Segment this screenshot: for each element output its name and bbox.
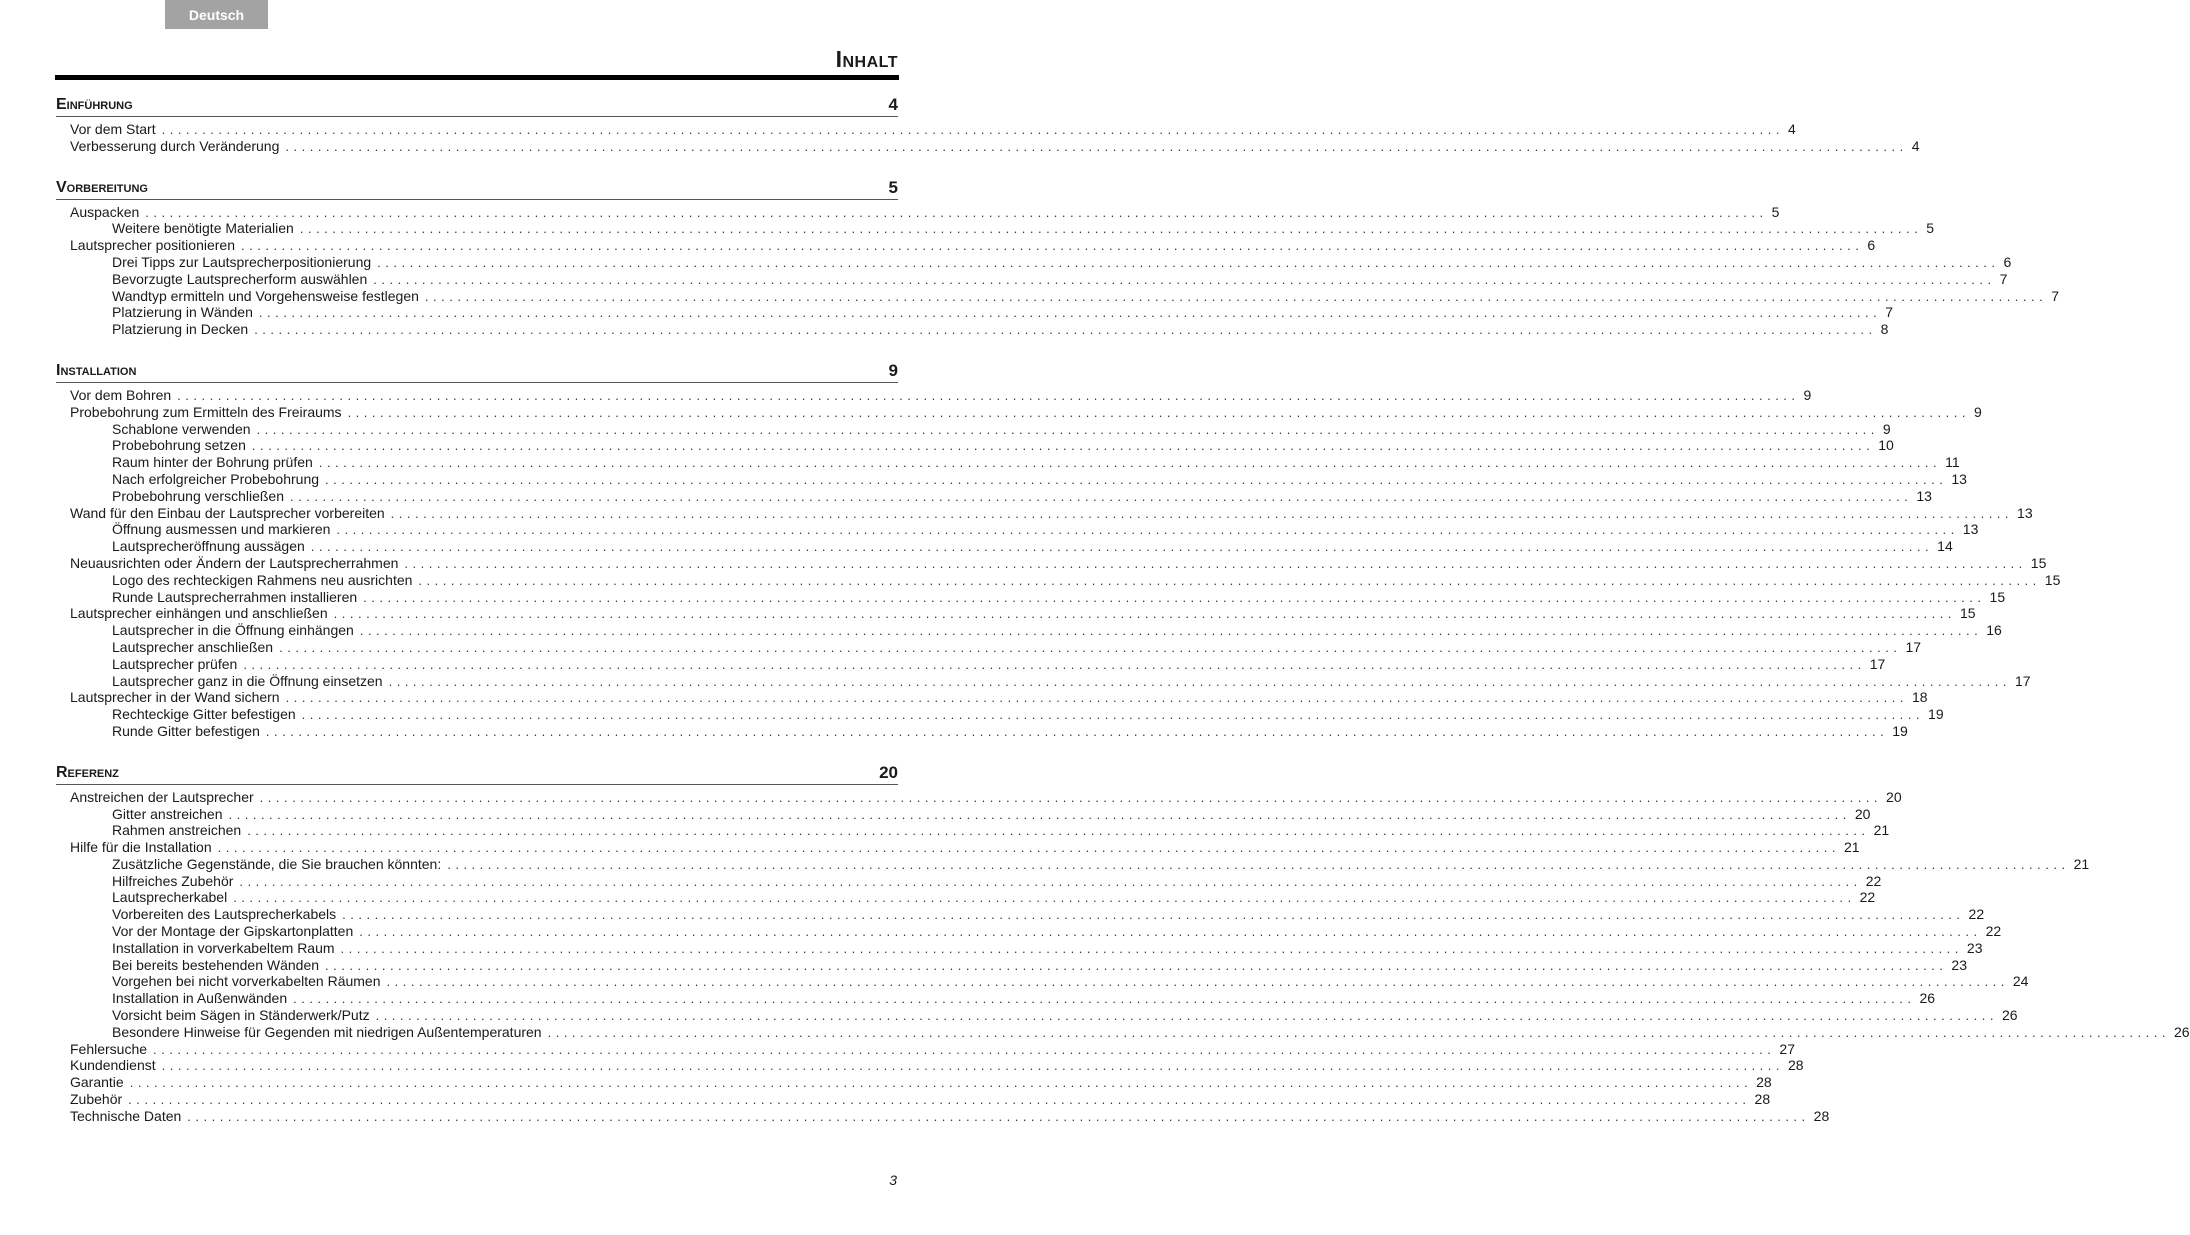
toc-section-page: 9 xyxy=(888,360,898,380)
dot-leader: ........................................................................................................................................................................................................ xyxy=(161,122,1784,137)
toc-entry[interactable] xyxy=(56,386,1812,404)
toc-entry[interactable] xyxy=(56,622,2002,639)
toc-entry[interactable] xyxy=(56,538,1953,555)
toc-entry-page: 5 xyxy=(1771,203,1780,220)
toc-entry-title: Vorsicht beim Sägen in Ständerwerk/Putz xyxy=(112,1007,370,1024)
toc-entry-page: 13 xyxy=(2017,504,2033,521)
toc-entry[interactable] xyxy=(56,1057,1804,1074)
toc-entry[interactable] xyxy=(56,121,1796,138)
dot-leader: ........................................................................................................................................................................................................ xyxy=(241,238,1864,254)
toc-entry-title: Kundendienst xyxy=(70,1057,156,1074)
toc-section-title: Vorbereitung xyxy=(56,178,148,196)
toc-entry[interactable] xyxy=(56,521,1979,538)
toc-entry-page: 18 xyxy=(1911,689,1928,706)
toc-entry-title: Drei Tipps zur Lautsprecherpositionierung xyxy=(112,253,372,270)
language-tab[interactable]: Deutsch xyxy=(165,0,268,29)
dot-leader: ........................................................................................................................................................................................................ xyxy=(447,856,2070,872)
dot-leader: ........................................................................................................................................................................................................ xyxy=(293,991,1916,1007)
toc-entry[interactable] xyxy=(56,321,1889,338)
toc-entry-title: Probebohrung zum Ermitteln des Freiraums xyxy=(70,403,342,420)
dot-leader: ........................................................................................................................................................................................................ xyxy=(325,471,1948,487)
toc-entry-title: Raum hinter der Bohrung prüfen xyxy=(112,454,313,471)
toc-entry[interactable] xyxy=(56,437,1894,454)
dot-leader: ........................................................................................................................................................................................................ xyxy=(279,639,1902,655)
dot-leader: ........................................................................................................................................................................................................ xyxy=(318,455,1942,471)
toc-entry-title: Nach erfolgreicher Probebohrung xyxy=(112,470,320,487)
toc-entry[interactable] xyxy=(56,203,1780,221)
toc-entry[interactable] xyxy=(56,571,2061,589)
toc-entry-title: Vor dem Start xyxy=(70,121,156,137)
toc-entry-title: Bei bereits bestehenden Wänden xyxy=(112,956,320,973)
dot-leader: ........................................................................................................................................................................................................ xyxy=(129,1075,1753,1091)
toc-entry-title: Vor dem Bohren xyxy=(70,386,172,403)
dot-leader: ........................................................................................................................................................................................................ xyxy=(285,690,1908,706)
toc-entry-page: 28 xyxy=(1788,1057,1804,1074)
toc-entry[interactable] xyxy=(56,554,2047,572)
toc-entry-title: Technische Daten xyxy=(70,1107,182,1124)
toc-section-heading[interactable] xyxy=(56,92,898,117)
dot-leader: ........................................................................................................................................................................................................ xyxy=(386,974,2009,990)
toc-entry-title: Probebohrung verschließen xyxy=(112,487,284,504)
page-title: Inhalt xyxy=(835,46,898,72)
toc-entry[interactable] xyxy=(56,605,1976,622)
dot-leader: ........................................................................................................................................................................................................ xyxy=(228,806,1851,822)
toc-entry[interactable] xyxy=(56,872,1882,890)
toc-entry-page: 26 xyxy=(2173,1023,2190,1040)
toc-entry-page: 4 xyxy=(1787,121,1796,137)
dot-leader: ........................................................................................................................................................................................................ xyxy=(336,522,1959,538)
toc-entry-title: Logo des rechteckigen Rahmens neu ausrichten xyxy=(112,571,413,588)
toc-entry-title: Runde Lautsprecherrahmen installieren xyxy=(112,588,358,605)
dot-leader: ........................................................................................................................................................................................................ xyxy=(424,288,2048,304)
dot-leader: ........................................................................................................................................................................................................ xyxy=(259,789,1883,805)
toc-entry[interactable] xyxy=(56,822,1890,839)
dot-leader: ........................................................................................................................................................................................................ xyxy=(373,271,1996,287)
toc-entry-page: 22 xyxy=(1859,889,1876,906)
toc-entry-page: 9 xyxy=(1973,403,1982,420)
toc-entry-page: 7 xyxy=(2051,287,2060,304)
dot-leader: ........................................................................................................................................................................................................ xyxy=(177,387,1800,403)
toc-entry-page: 7 xyxy=(1885,304,1894,321)
toc-entry-title: Lautsprecher in die Öffnung einhängen xyxy=(112,622,354,639)
toc-entry-page: 6 xyxy=(2003,253,2012,270)
toc-entry-title: Lautsprecheröffnung aussägen xyxy=(112,538,305,555)
dot-leader: ........................................................................................................................................................................................................ xyxy=(258,305,1882,321)
toc-entry[interactable] xyxy=(56,454,1960,471)
toc-entry-page: 6 xyxy=(1867,237,1876,254)
toc-entry-page: 16 xyxy=(1986,622,2002,639)
toc-section-heading[interactable] xyxy=(56,358,898,383)
toc-entry-title: Lautsprecher einhängen und anschließen xyxy=(70,605,328,622)
toc-entry-page: 22 xyxy=(1865,872,1882,889)
dot-leader: ........................................................................................................................................................................................................ xyxy=(243,656,1866,672)
dot-leader: ........................................................................................................................................................................................................ xyxy=(145,204,1768,220)
toc-entry-title: Lautsprecher ganz in die Öffnung einsetzen xyxy=(112,672,383,689)
toc-entry-page: 15 xyxy=(1989,588,2006,605)
toc-entry-title: Auspacken xyxy=(70,203,140,220)
toc-entry-title: Platzierung in Decken xyxy=(112,321,249,338)
dot-leader: ........................................................................................................................................................................................................ xyxy=(187,1108,1810,1124)
toc-entry-title: Lautsprecher prüfen xyxy=(112,655,238,672)
toc-section-page: 4 xyxy=(888,95,898,114)
dot-leader: ........................................................................................................................................................................................................ xyxy=(301,707,1925,723)
toc-entry-page: 15 xyxy=(1960,605,1976,622)
toc-entry[interactable] xyxy=(56,655,1886,673)
toc-entry-page: 8 xyxy=(1880,321,1889,338)
toc-entry[interactable] xyxy=(56,237,1876,254)
toc-entry[interactable] xyxy=(56,906,1985,923)
toc-section xyxy=(56,175,2060,338)
toc-entry-title: Neuausrichten oder Ändern der Lautsprecherrahmen xyxy=(70,554,399,571)
toc-entry-title: Hilfreiches Zubehör xyxy=(112,872,234,889)
toc-entry[interactable] xyxy=(56,839,1860,856)
toc-entry[interactable] xyxy=(56,1074,1772,1091)
toc-entry-title: Wandtyp ermitteln und Vorgehensweise festlegen xyxy=(112,287,419,304)
toc-section-title: Installation xyxy=(56,361,137,379)
toc-entry-page: 23 xyxy=(1951,956,1967,973)
toc-entry-page: 28 xyxy=(1754,1091,1771,1108)
toc-entry-title: Lautsprecherkabel xyxy=(112,889,228,906)
toc-entry-title: Installation in Außenwänden xyxy=(112,990,288,1007)
toc-entry-title: Öffnung ausmessen und markieren xyxy=(112,521,331,538)
toc-entry-title: Platzierung in Wänden xyxy=(112,304,253,321)
dot-leader: ........................................................................................................................................................................................................ xyxy=(363,589,1986,605)
dot-leader: ........................................................................................................................................................................................................ xyxy=(153,1041,1776,1057)
toc-entry[interactable] xyxy=(56,1023,2190,1041)
dot-leader: ........................................................................................................................................................................................................ xyxy=(247,823,1870,839)
toc-entry[interactable] xyxy=(56,1091,1771,1108)
toc-section xyxy=(56,358,2061,740)
toc-entry-title: Besondere Hinweise für Gegenden mit niedrigen Außentemperaturen xyxy=(112,1023,542,1040)
dot-leader: ........................................................................................................................................................................................................ xyxy=(418,572,2041,588)
toc-entry-page: 27 xyxy=(1779,1040,1795,1057)
toc-entry[interactable] xyxy=(56,220,1935,237)
toc-entry[interactable] xyxy=(56,304,1894,321)
toc-entry-title: Lautsprecher positionieren xyxy=(70,237,235,254)
dot-leader: ........................................................................................................................................................................................................ xyxy=(285,138,1908,154)
toc-entry-page: 4 xyxy=(1911,137,1920,154)
dot-leader: ........................................................................................................................................................................................................ xyxy=(342,907,1965,923)
toc-entry[interactable] xyxy=(56,788,1902,806)
toc-section-title: Einführung xyxy=(56,96,133,113)
toc-entry[interactable] xyxy=(56,990,1936,1007)
dot-leader: ........................................................................................................................................................................................................ xyxy=(359,924,1982,940)
toc-entry[interactable] xyxy=(56,1107,1830,1125)
toc-entry[interactable] xyxy=(56,889,1876,906)
dot-leader: ........................................................................................................................................................................................................ xyxy=(254,322,1877,338)
toc-entry-page: 20 xyxy=(1854,805,1871,822)
toc-entry-title: Schablone verwenden xyxy=(112,420,251,437)
toc-entry-page: 19 xyxy=(1928,706,1944,723)
toc-entry-page: 20 xyxy=(1886,788,1902,805)
toc-entry-title: Vorbereiten des Lautsprecherkabels xyxy=(112,906,337,923)
toc-entry-page: 11 xyxy=(1945,454,1960,471)
toc-entry[interactable] xyxy=(56,939,1983,957)
dot-leader: ........................................................................................................................................................................................................ xyxy=(388,673,2011,689)
toc-entry[interactable] xyxy=(56,287,2060,305)
toc-entry-page: 9 xyxy=(1882,420,1891,437)
toc-entry[interactable] xyxy=(56,1040,1795,1058)
toc-entry-page: 19 xyxy=(1892,722,1908,739)
toc-entry-page: 17 xyxy=(1869,655,1886,672)
toc-entry[interactable] xyxy=(56,504,2033,522)
toc-entry-page: 22 xyxy=(1985,923,2002,940)
toc-entry-page: 9 xyxy=(1803,386,1812,403)
dot-leader: ........................................................................................................................................................................................................ xyxy=(265,723,1889,739)
toc-entry-page: 22 xyxy=(1968,906,1985,923)
toc-entry-title: Vorgehen bei nicht vorverkabelten Räumen xyxy=(112,973,381,990)
toc-entry-page: 24 xyxy=(2012,973,2029,990)
toc-entry-page: 5 xyxy=(1926,220,1935,237)
dot-leader: ........................................................................................................................................................................................................ xyxy=(233,890,1856,906)
toc-entry[interactable] xyxy=(56,722,1908,740)
dot-leader: ........................................................................................................................................................................................................ xyxy=(333,606,1957,622)
title-rule xyxy=(55,75,899,80)
toc-entry-page: 21 xyxy=(1873,822,1890,839)
toc-entry[interactable] xyxy=(56,923,2002,940)
toc-section xyxy=(56,92,1920,155)
table-of-contents xyxy=(56,92,2190,1145)
toc-entry-page: 26 xyxy=(1919,990,1936,1007)
toc-entry-title: Zubehör xyxy=(70,1091,123,1108)
toc-entry[interactable] xyxy=(56,403,1982,421)
toc-entry-page: 10 xyxy=(1878,437,1894,454)
toc-entry[interactable] xyxy=(56,689,1928,706)
toc-entry-title: Garantie xyxy=(70,1074,124,1091)
toc-entry-page: 28 xyxy=(1756,1074,1772,1091)
dot-leader: ........................................................................................................................................................................................................ xyxy=(251,438,1875,454)
toc-section-page: 20 xyxy=(879,762,898,782)
dot-leader: ........................................................................................................................................................................................................ xyxy=(290,488,1913,504)
toc-entry[interactable] xyxy=(56,420,1891,438)
toc-entry-page: 13 xyxy=(1962,521,1979,538)
dot-leader: ........................................................................................................................................................................................................ xyxy=(161,1058,1785,1074)
toc-entry-title: Rahmen anstreichen xyxy=(112,822,242,839)
toc-entry[interactable] xyxy=(56,956,1967,974)
dot-leader: ........................................................................................................................................................................................................ xyxy=(239,873,1862,889)
toc-entry[interactable] xyxy=(56,137,1920,155)
toc-entry[interactable] xyxy=(56,805,1871,823)
toc-entry-page: 21 xyxy=(2073,855,2090,872)
toc-entry-title: Wand für den Einbau der Lautsprecher vorbereiten xyxy=(70,504,385,521)
toc-entry[interactable] xyxy=(56,270,2008,288)
toc-entry-title: Bevorzugte Lautsprecherform auswählen xyxy=(112,270,368,287)
toc-entry-title: Weitere benötigte Materialien xyxy=(112,220,294,237)
toc-entry-page: 26 xyxy=(2001,1007,2018,1024)
page-number: 3 xyxy=(889,1172,897,1188)
toc-entry-title: Hilfe für die Installation xyxy=(70,839,212,856)
dot-leader: ........................................................................................................................................................................................................ xyxy=(404,555,2027,571)
toc-section xyxy=(56,760,2190,1125)
dot-leader: ........................................................................................................................................................................................................ xyxy=(340,940,1963,956)
toc-entry-page: 14 xyxy=(1937,538,1953,555)
dot-leader: ........................................................................................................................................................................................................ xyxy=(547,1024,2170,1040)
toc-entry-page: 17 xyxy=(2014,672,2031,689)
toc-entry-page: 13 xyxy=(1951,470,1967,487)
toc-entry-title: Zusätzliche Gegenstände, die Sie brauchen könnten: xyxy=(112,855,442,872)
dot-leader: ........................................................................................................................................................................................................ xyxy=(359,623,1983,639)
dot-leader: ........................................................................................................................................................................................................ xyxy=(347,404,1970,420)
toc-entry-title: Gitter anstreichen xyxy=(112,805,223,822)
toc-entry-title: Verbesserung durch Veränderung xyxy=(70,137,280,154)
dot-leader: ........................................................................................................................................................................................................ xyxy=(377,254,2000,270)
toc-entry-page: 17 xyxy=(1905,638,1922,655)
dot-leader: ........................................................................................................................................................................................................ xyxy=(325,957,1948,973)
toc-entry-title: Lautsprecher in der Wand sichern xyxy=(70,689,280,706)
toc-entry[interactable] xyxy=(56,672,2031,690)
toc-section-page: 5 xyxy=(888,177,898,197)
toc-section-title: Referenz xyxy=(56,763,119,781)
toc-entry-page: 23 xyxy=(1966,939,1983,956)
dot-leader: ........................................................................................................................................................................................................ xyxy=(128,1092,1751,1108)
toc-section-heading[interactable] xyxy=(56,760,898,785)
toc-entry-title: Vor der Montage der Gipskartonplatten xyxy=(112,923,354,940)
toc-entry-title: Runde Gitter befestigen xyxy=(112,722,260,739)
dot-leader: ........................................................................................................................................................................................................ xyxy=(256,421,1879,437)
toc-entry[interactable] xyxy=(56,470,1967,488)
dot-leader: ........................................................................................................................................................................................................ xyxy=(299,221,1923,237)
toc-entry-title: Probebohrung setzen xyxy=(112,437,246,454)
dot-leader: ........................................................................................................................................................................................................ xyxy=(390,505,2014,521)
toc-entry-page: 15 xyxy=(2044,571,2061,588)
toc-entry[interactable] xyxy=(56,638,1922,656)
toc-entry[interactable] xyxy=(56,588,2006,606)
toc-entry-page: 28 xyxy=(1813,1107,1830,1124)
toc-entry-title: Anstreichen der Lautsprecher xyxy=(70,788,254,805)
toc-entry-title: Installation in vorverkabeltem Raum xyxy=(112,939,335,956)
toc-entry-title: Rechteckige Gitter befestigen xyxy=(112,706,296,723)
toc-section-heading[interactable] xyxy=(56,175,898,200)
dot-leader: ........................................................................................................................................................................................................ xyxy=(217,840,1841,856)
toc-entry-title: Lautsprecher anschließen xyxy=(112,638,274,655)
toc-entry[interactable] xyxy=(56,855,2090,873)
toc-entry-page: 21 xyxy=(1844,839,1860,856)
dot-leader: ........................................................................................................................................................................................................ xyxy=(310,539,1934,555)
toc-entry[interactable] xyxy=(56,253,2012,271)
toc-entry[interactable] xyxy=(56,706,1944,723)
toc-entry[interactable] xyxy=(56,1007,2018,1024)
toc-entry-title: Fehlersuche xyxy=(70,1040,148,1057)
toc-entry-page: 13 xyxy=(1916,487,1932,504)
toc-entry[interactable] xyxy=(56,973,2029,990)
toc-entry-page: 7 xyxy=(1999,270,2008,287)
toc-entry[interactable] xyxy=(56,487,1932,505)
dot-leader: ........................................................................................................................................................................................................ xyxy=(375,1008,1998,1024)
toc-entry-page: 15 xyxy=(2030,554,2047,571)
